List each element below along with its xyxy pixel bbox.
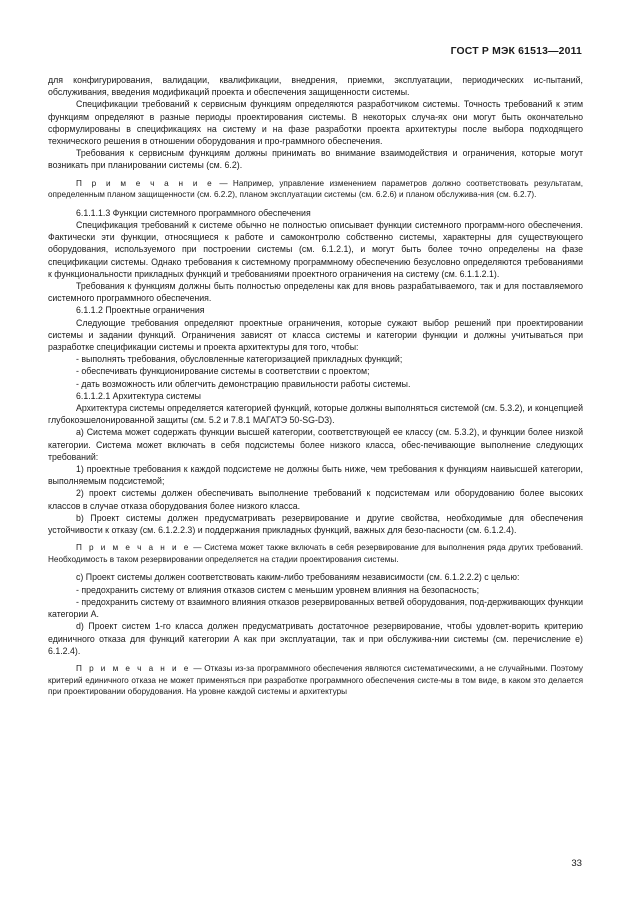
list-item: d) Проект систем 1-го класса должен предусматривать достаточное резервирование, чтобы удовлет-ворить критерию единичного отказа для функций категории А как при эксплуатации, так и при обслужива-нии системы (см. перечисление е) 6.1.2.4).: [48, 621, 583, 656]
list-item: b) Проект системы должен предусматривать резервирование и другие свойства, необходимые для обеспечения устойчивости к отказу (см. 6.1.2.2.3) и поддержания прикладных функций, важных для безо-пасности (см. 6.1.2.4).: [48, 512, 583, 536]
note: [48, 178, 583, 201]
list-item: - дать возможность или облегчить демонстрацию правильности работы системы.: [76, 378, 411, 389]
paragraph: Требования к сервисным функциям должны принимать во внимание взаимодействия и ограничения, которые могут возникать при планировании системы (см. 6.2).: [48, 148, 583, 171]
paragraph: Спецификации требований к сервисным функциям определяются разработчиком системы. Точность требований к этим функциям определяют в разные периоды проектирования системы. В некоторых случа-ях они могут быть окончательно сформулированы в спецификациях на систему и на фазе разработки проекта архитектуры после выбора подходящего технического решения в отношении оборудования и про-граммного обеспечения.: [48, 99, 583, 147]
list-item: - выполнять требования, обусловленные категоризацией прикладных функций;: [76, 354, 403, 365]
document-header: ГОСТ Р МЭК 61513—2011: [450, 46, 582, 57]
page-number: 33: [571, 858, 582, 869]
section-heading: 6.1.1.2 Проектные ограничения: [76, 305, 205, 316]
list-item: с) Проект системы должен соответствовать каким-либо требованиям независимости (см. 6.1.2.2.2) с целью:: [76, 572, 520, 583]
note: [48, 542, 583, 565]
note-text: — Система может также включать в себя резервирование для выполнения ряда других требований. Необходимость в таком резервировании определяется на стадии проектирования системы.: [48, 543, 583, 564]
page-body: [48, 74, 583, 698]
list-item: 1) проектные требования к каждой подсистеме не должны быть ниже, чем требования к функциям наивысшей категории, выполняемым подсистемой;: [48, 464, 583, 487]
note-text: — Отказы из-за программного обеспечения являются систематическими, а не случайными. Поэтому критерий единичного отказа не может применяться при разработке программного обеспечения систе-мы в том виде, в каком это делается при проектировании оборудования. На уровне каждой системы и архитектуры: [48, 663, 584, 697]
section-heading: 6.1.1.2.1 Архитектура системы: [76, 390, 201, 401]
list-item: а) Система может содержать функции высшей категории, соответствующей ее классу (см. 5.3.2), и функции более низкой категории. Система может включать в себя подсистемы более низкого класса, обес-печивающие выполнение следующих требований:: [48, 427, 583, 462]
list-item: - предохранить систему от взаимного влияния отказов резервированных ветвей оборудования, под-держивающих функции категории А.: [48, 596, 583, 620]
paragraph: для конфигурирования, валидации, квалификации, внедрения, приемки, эксплуатации, периодических ис-пытаний, обслуживания, введения модификаций проекта и обеспечения защищенности системы.: [48, 75, 583, 98]
list-item: - обеспечивать функционирование системы в соответствии с проектом;: [76, 366, 370, 377]
list-item: - предохранить систему от влияния отказов систем с меньшим уровнем влияния на безопасность;: [76, 584, 480, 595]
paragraph: Спецификация требований к системе обычно не полностью описывает функции системного программ-ного обеспечения. Фактически эти функции, относящиеся к работе и самоконтролю собственно системы, характерны для существующего оборудования, используемого при построении системы (см. 6.1.2.1), и могут быть более точно определены на фазе спецификации системы. Однако требования к системному программному обеспечению безусловно определяются требованиями к функциональности прикладных функций и требованиями проектного ограничения на систему (см. 6.1.1.2.1).: [48, 220, 583, 279]
paragraph: Архитектура системы определяется категорией функций, которые должны выполняться системой (см. 5.3.2), и концепцией глубокоэшелонированной защиты (см. 5.2 и 7.8.1 МАГАТЭ 50-SG-D3).: [48, 403, 583, 426]
paragraph: Требования к функциям должны быть полностью определены как для вновь разрабатываемого, так и для поставляемого системного программного обеспечения.: [48, 281, 583, 304]
section-heading: 6.1.1.1.3 Функции системного программного обеспечения: [76, 207, 311, 218]
list-item: 2) проект системы должен обеспечивать выполнение требований к подсистемам или оборудованию более высоких классов в случае отказа оборудования более низкого класса.: [48, 488, 583, 511]
note: [48, 663, 583, 698]
paragraph: Следующие требования определяют проектные ограничения, которые сужают выбор решений при проектировании системы и задании функций. Ограничения зависят от класса системы и категории функции и должны учитываться при разработке спецификации системы и проекта архитектуры для того, чтобы:: [48, 317, 583, 353]
note-text: — Например, управление изменением параметров должно соответствовать результатам, определенным планом защищенности (см. 6.2.2), планом эксплуатации системы (см. 6.2.6) и планом обслужива-ния (см. 6.2.7).: [48, 178, 583, 200]
note-label: П р и м е ч а н и е: [76, 543, 191, 553]
note-label: П р и м е ч а н и е: [76, 663, 191, 673]
note-label: П р и м е ч а н и е: [76, 178, 214, 188]
